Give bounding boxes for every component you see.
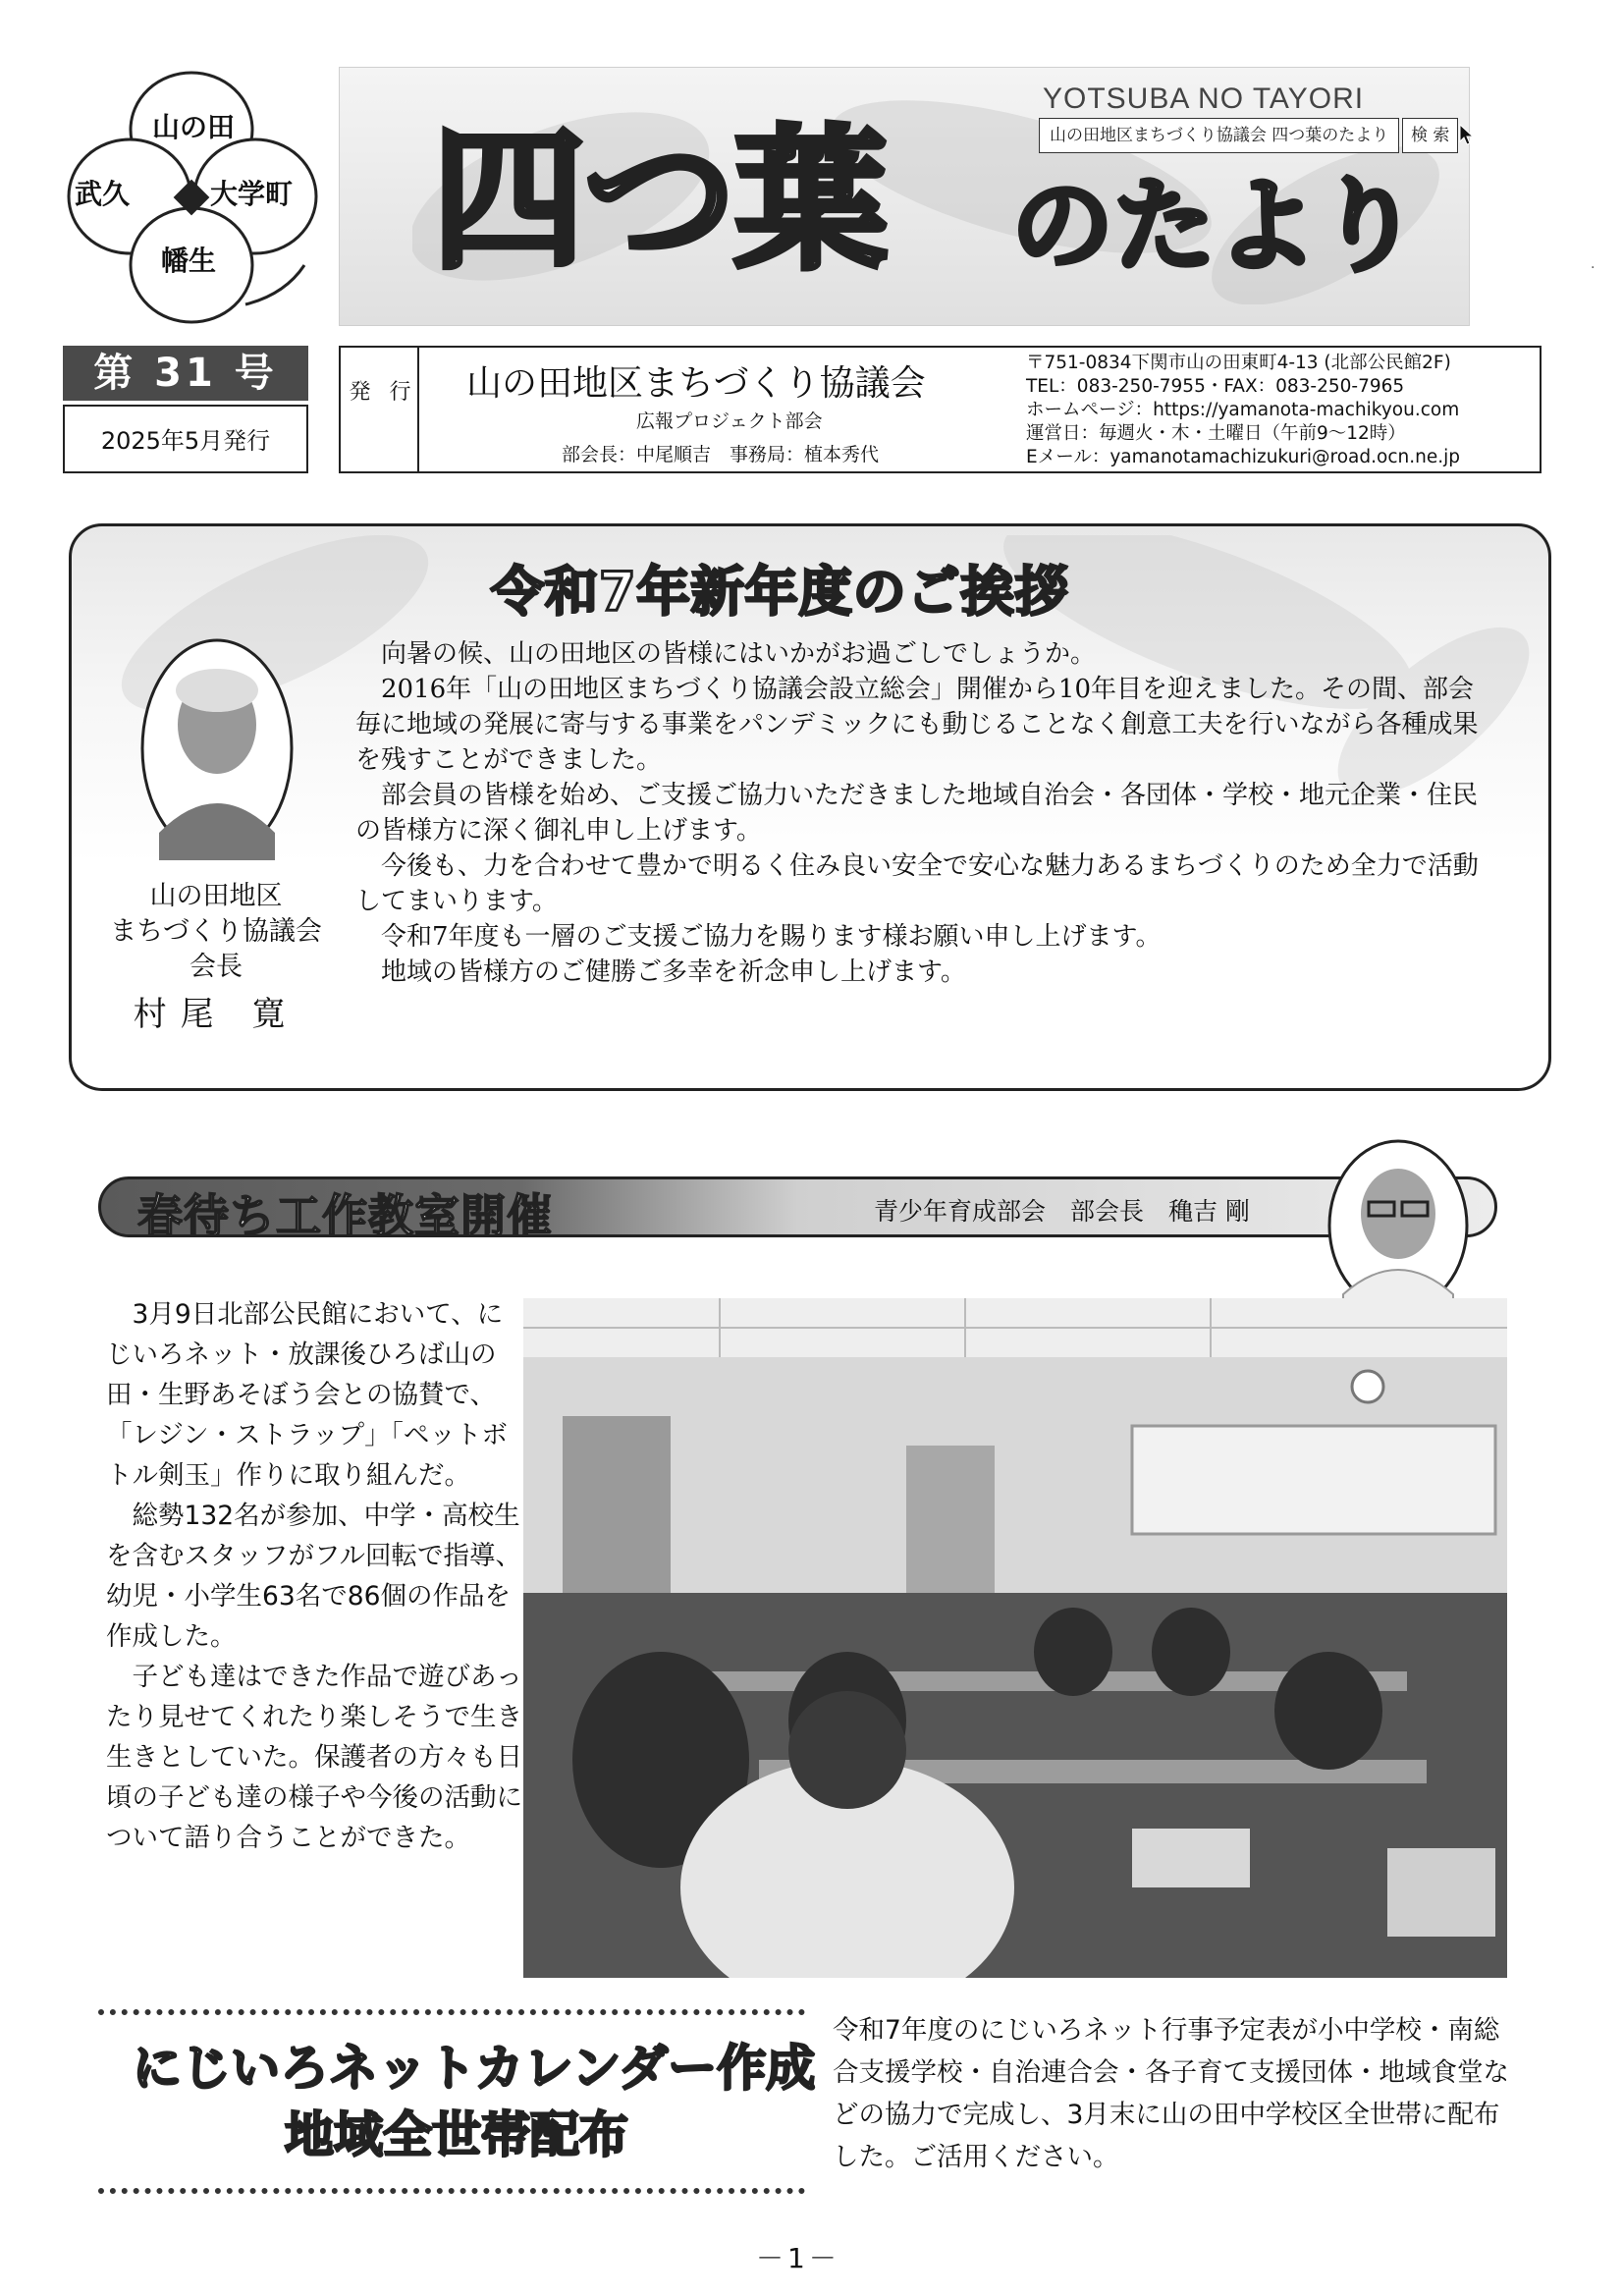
scan-mark: · (1591, 260, 1596, 276)
issue-number: 第 31 号 (63, 346, 308, 401)
greeting-paragraph: 部会員の皆様を始め、ご支援ご協力いただきました地域自治会・各団体・学校・地元企業・住民の皆様方に深く御礼申し上げます。 (355, 781, 1478, 846)
greeting-paragraph: 2016年「山の田地区まちづくり協議会設立総会」開催から10年目を迎えました。その間、部会毎に地域の発展に寄与する事業をパンデミックにも動じることなく創意工夫を行いながら各種成果を残すことができました。 (355, 675, 1479, 775)
greeting-paragraph: 令和7年度も一層のご支援ご協力を賜ります様お願い申し上げます。 (381, 922, 1162, 952)
contact-address: 〒751-0834下関市山の田東町4-13 (北部公民館2F) (1026, 353, 1451, 373)
organization-name: 山の田地区まちづくり協議会 (466, 363, 926, 404)
page-number: －1－ (756, 2242, 840, 2274)
greeting-paragraph: 今後も、力を合わせて豊かで明るく住み良い安全で安心な魅力あるまちづくりのため全力で活動してまいります。 (355, 851, 1479, 916)
calendar-body: 令和7年度のにじいろネット行事予定表が小中学校・南総合支援学校・自治連合会・各子育て支援団体・地域食堂などの協力で完成し、3月末に山の田中学校区全世帯に配布した。ご活用ください。 (833, 2015, 1509, 2172)
search-button: 検 索 (1402, 118, 1458, 153)
caption-line-2: まちづくり協議会 (110, 916, 322, 947)
clover-label-top: 山の田 (152, 111, 236, 143)
calendar-title-line-2: 地域全世帯配布 (285, 2106, 628, 2163)
greeting-title: 令和7年新年度のご挨拶 (491, 561, 1069, 623)
contact-homepage: ホームページ：https://yamanota-machikyou.com (1026, 400, 1460, 420)
chairman-caption (98, 879, 334, 1032)
author-portrait (1325, 1137, 1471, 1314)
chairman-name: 村尾 寛 (133, 995, 299, 1034)
issue-date: 2025年5月発行 (63, 405, 308, 473)
calendar-title-line-1: にじいろネットカレンダー作成 (133, 2040, 816, 2097)
clover-label-right: 大学町 (210, 178, 294, 210)
greeting-paragraph: 地域の皆様方のご健勝ご多幸を祈念申し上げます。 (381, 957, 966, 987)
newsletter-title-suffix: のたより (1011, 166, 1421, 286)
workshop-body (106, 1294, 528, 1858)
dotted-divider-top (98, 2009, 805, 2015)
contact-hours: 運営日：毎週火・木・土曜日（午前9～12時） (1026, 423, 1406, 444)
contact-email: Eメール：yamanotamachizukuri@road.ocn.ne.jp (1026, 447, 1460, 467)
roman-title: YOTSUBA NO TAYORI (1043, 82, 1365, 115)
search-keyword-box: 山の田地区まちづくり協議会 四つ葉のたより (1039, 118, 1399, 153)
newsletter-title-main: 四つ葉 (432, 111, 886, 290)
workshop-photo (523, 1298, 1507, 1978)
workshop-title: 春待ち工作教室開催 (137, 1189, 553, 1242)
workshop-author: 青少年育成部会 部会長 穐吉 剛 (874, 1197, 1250, 1226)
caption-line-1: 山の田地区 (149, 881, 283, 911)
caption-line-3: 会長 (189, 952, 243, 982)
clover-label-bottom: 幡生 (161, 245, 217, 277)
publisher-divider (417, 346, 419, 473)
contact-tel: TEL：083-250-7955・FAX：083-250-7965 (1026, 376, 1405, 397)
clover-label-left: 武久 (75, 178, 131, 210)
workshop-paragraph: 3月9日北部公民館において、にじいろネット・放課後ひろば山の田・生野あそぼう会との協賛で、「レジン・ストラップ」「ペットボトル剣玉」作りに取り組んだ。 (106, 1299, 508, 1491)
workshop-paragraph: 総勢132名が参加、中学・高校生を含むスタッフがフル回転で指導、幼児・小学生63名で86個の作品を作成した。 (106, 1501, 521, 1652)
workshop-paragraph: 子ども達はできた作品で遊びあったり見せてくれたり楽しそうで生き生きとしていた。保護者の方々も日頃の子ども達の様子や今後の活動について語り合うことができた。 (106, 1662, 522, 1853)
contact-info (1026, 352, 1460, 469)
publisher-label: 発 行 (349, 380, 417, 405)
organization-officers: 部会長：中尾順吉 事務局：植本秀代 (562, 444, 880, 465)
organization-department: 広報プロジェクト部会 (636, 410, 823, 432)
greeting-body (355, 636, 1494, 990)
greeting-paragraph: 向暑の候、山の田地区の皆様にはいかがお過ごしでしょうか。 (381, 639, 1097, 669)
dotted-divider-bottom (98, 2188, 805, 2194)
chairman-portrait (139, 636, 295, 860)
cursor-icon (1459, 124, 1475, 145)
